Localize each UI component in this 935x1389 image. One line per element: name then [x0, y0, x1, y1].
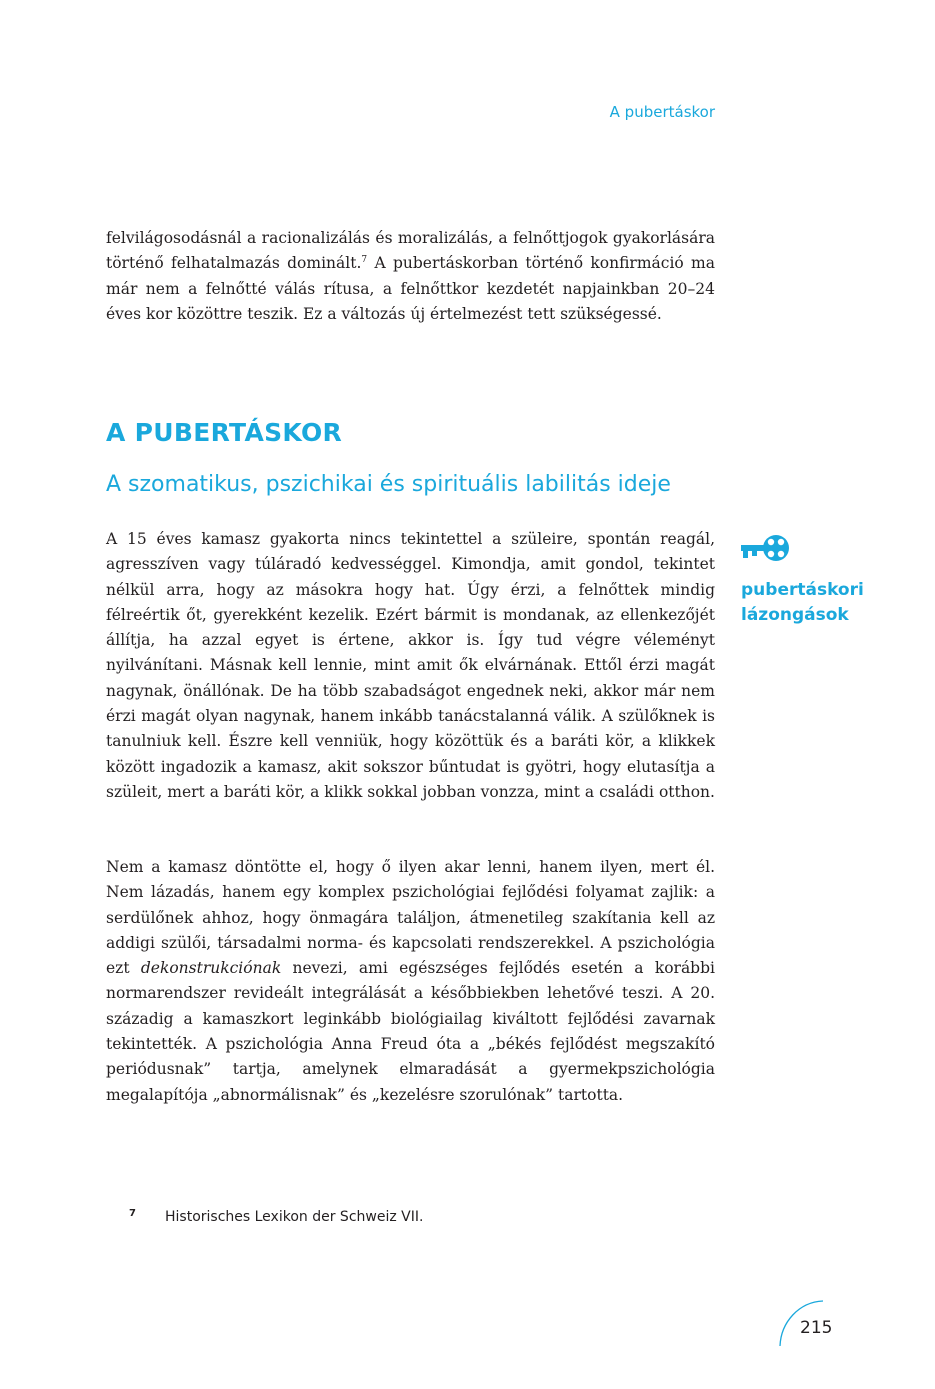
key-icon — [740, 530, 794, 568]
footnote-number: 7 — [129, 1208, 136, 1219]
paragraph-1-text: A 15 éves kamasz gyakorta nincs tekintettel a szüleire, spontán reagál, agresszíven vagy túláradó kedvességgel. Kimondja, amit gondol, tekintet nélkül arra, hogy az másokra hogy hat. Úgy érzi, a felnőttek mindig félreértik őt, gyerekként kezelik. Ezért bármit is mondanak, az ellenkezőjét állítja, ha azzal egyet is értene, akkor is. Így tud végre véleményt nyilvánítani. Másnak kell lennie, mint amit ők elvárnának. Ettől érzi magát nagynak, önállónak. De ha több szabadságot engednek neki, akkor már nem érzi magát olyan nagynak, hanem inkább tanácstalanná válik. A szülőknek is tanulniuk kell. Észre kell venniük, hogy közöttük és a baráti kör, a klikkek között ingadozik a kamasz, akit sokszor bűntudat is gyötri, hogy elutasítja a szüleit, mert a baráti kör, a klikk sokkal jobban vonzza, mint a családi otthon. — [106, 530, 715, 801]
footnote-text: Historisches Lexikon der Schweiz VII. — [165, 1209, 424, 1225]
body-paragraph-2 — [106, 855, 715, 1108]
body-paragraph-1 — [106, 527, 715, 805]
intro-text-part-1: felvilágosodásnál a racionalizálás és moralizálás, a felnőttjogok gyakorlására történő felhatalmazás dominált. — [106, 229, 715, 273]
section-heading: A PUBERTÁSKOR — [106, 418, 343, 447]
running-head: A pubertáskor — [609, 103, 715, 121]
paragraph-2-text-part-1: Nem a kamasz döntötte el, hogy ő ilyen akar lenni, hanem ilyen, mert él. Nem lázadás, hanem egy komplex pszichológiai fejlődési folyamat zajlik: a serdülőnek ahhoz, hogy önmagára találjon, átmenetileg szakítania kell az addigi szülői, társadalmi norma- és kapcsolati rendszerekkel. A pszichológia ezt — [106, 858, 715, 978]
intro-paragraph — [106, 226, 715, 327]
paragraph-2-text-part-2: nevezi, ami egészséges fejlődés esetén a korábbi normarendszer revideált integrálását a későbbiekben lehetővé teszi. A 20. századig a kamaszkort leginkább biológiailag kiváltott fejlődési zavarnak tekintették. A pszichológia Anna Freud óta a „békés fejlődést megszakító periódusnak” tartja, amelynek elmaradását a gyermekpszichológia megalapítója „abnormálisnak” és „kezelésre szorulónak” tartotta. — [106, 959, 715, 1104]
margin-note: pubertáskori lázongások — [741, 580, 864, 625]
page-number: 215 — [800, 1318, 833, 1338]
section-subheading: A szomatikus, pszichikai és spirituális labilitás ideje — [106, 472, 671, 497]
intro-text-part-2: A pubertáskorban történő konfirmáció ma már nem a felnőtté válás rítusa, a felnőttkor kezdetét napjainkban 20–24 éves kor közöttre teszik. Ez a változás új értelmezést tett szükségessé. — [106, 254, 715, 323]
emphasis-term: dekonstrukciónak — [140, 959, 282, 978]
footnote-reference[interactable]: 7 — [361, 255, 368, 266]
